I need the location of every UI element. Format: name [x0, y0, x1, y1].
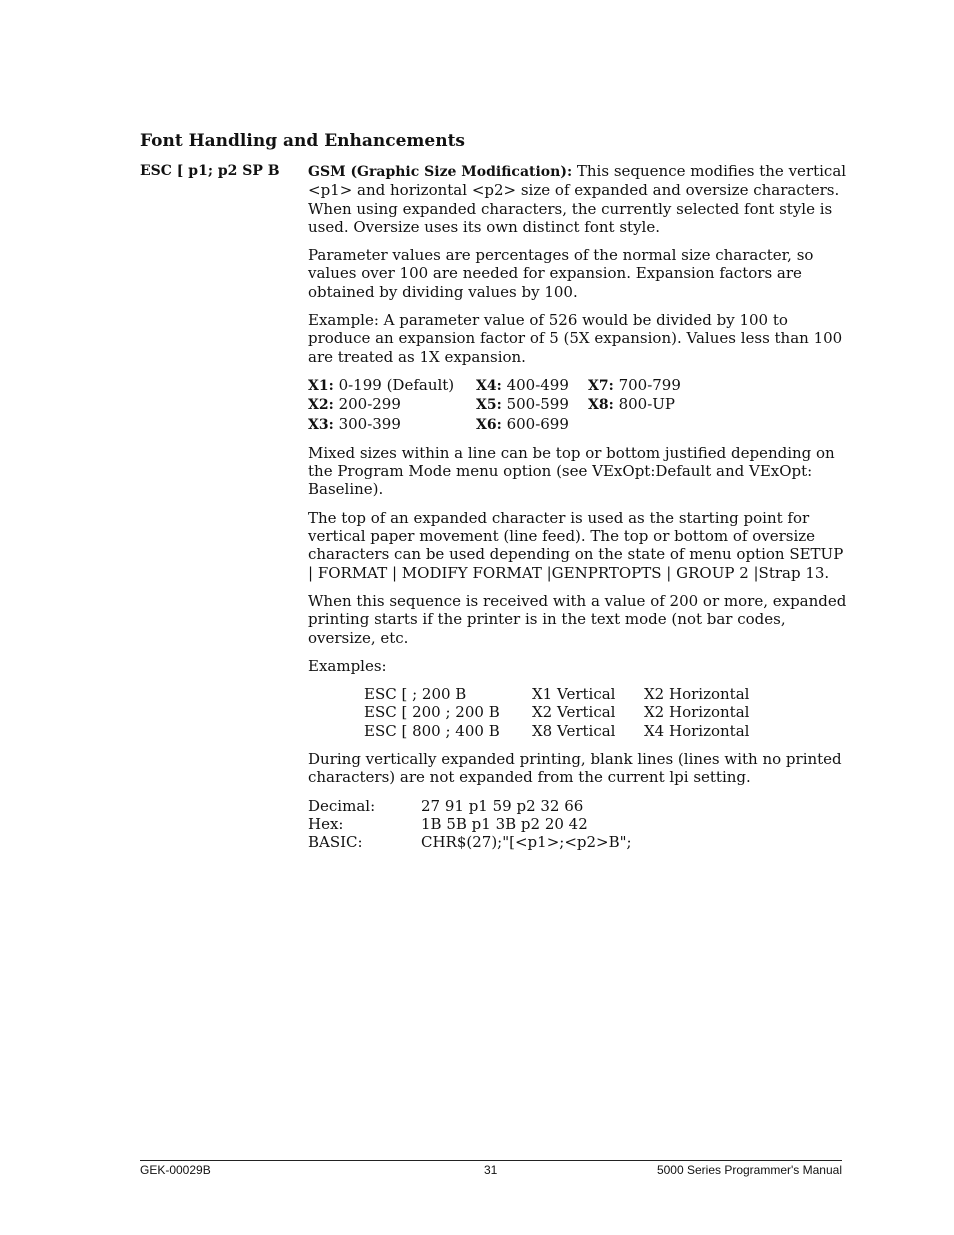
- paragraph-expanded-printing: When this sequence is received with a value of 200 or more, expanded printing starts if the printer is in the text mode (not bar codes, oversize, etc.: [308, 591, 847, 647]
- intro-text: This sequence modifies the vertical <p1> and horizontal <p2> size of expanded and oversize characters. When using expanded characters, the currently selected font style is used. Oversize uses its own distinct font style.: [308, 162, 847, 236]
- paragraph-example: Example: A parameter value of 526 would be divided by 100 to produce an expansion factor of 5 (5X expansion). Values less than 100 are treated as 1X expansion.: [308, 311, 843, 366]
- expansion-value: 200-299: [338, 395, 401, 414]
- code-label: Decimal:: [308, 796, 376, 815]
- expansion-cell: [308, 395, 476, 414]
- expansion-cell: [476, 395, 588, 414]
- code-label: BASIC:: [308, 833, 363, 852]
- intro-paragraph: [308, 162, 848, 236]
- paragraph-top-of-character: The top of an expanded character is used as the starting point for vertical paper movement (line feed). The top or bottom of oversize characters can be used depending on the state of menu option SETUP | FORMAT | MODIFY FORMAT |GENPRTOPTS | GROUP 2 |Strap 13.: [308, 508, 844, 582]
- expansion-value: 0-199 (Default): [338, 375, 455, 394]
- example-sequence: ESC [ 200 ; 200 B: [364, 703, 500, 722]
- expansion-value: 300-399: [338, 414, 401, 433]
- example-vertical: X8 Vertical: [532, 721, 616, 740]
- command-label: ESC [ p1; p2 SP B: [140, 163, 280, 179]
- expansion-key: X5:: [476, 397, 502, 414]
- paragraph-mixed-sizes: Mixed sizes within a line can be top or bottom justified depending on the Program Mode menu option (see VExOpt:Default and VExOpt: Baseline).: [308, 443, 835, 499]
- examples-label: Examples:: [308, 656, 387, 675]
- expansion-key: X6:: [476, 416, 502, 433]
- expansion-key: X2:: [308, 397, 334, 414]
- expansion-key: X4:: [476, 377, 502, 394]
- expansion-value: 600-699: [506, 414, 569, 433]
- expansion-value: 800-UP: [618, 395, 675, 414]
- example-vertical: X1 Vertical: [532, 685, 616, 704]
- example-sequence: ESC [ ; 200 B: [364, 685, 467, 704]
- expansion-cell: [588, 376, 718, 395]
- example-sequence: ESC [ 800 ; 400 B: [364, 721, 500, 740]
- paragraph-parameters: Parameter values are percentages of the normal size character, so values over 100 are needed for expansion. Expansion factors are obtained by dividing values by 100.: [308, 246, 814, 301]
- expansion-cell: [308, 376, 476, 395]
- footer-manual-title: 5000 Series Programmer's Manual: [656, 1163, 842, 1177]
- expansion-key: X3:: [308, 416, 334, 433]
- paragraph-blank-lines: During vertically expanded printing, blank lines (lines with no printed characters) are not expanded from the current lpi setting.: [308, 750, 842, 787]
- code-value: CHR$(27);"[<p1>;<p2>B";: [421, 833, 632, 852]
- code-table: [308, 797, 848, 852]
- command-description: [308, 162, 848, 852]
- example-horizontal: X4 Horizontal: [644, 721, 750, 740]
- expansion-cell: [476, 415, 588, 434]
- code-label: Hex:: [308, 814, 344, 833]
- expansion-cell: [308, 415, 476, 434]
- code-value: 1B 5B p1 3B p2 20 42: [421, 814, 588, 833]
- footer-page-number: 31: [484, 1163, 498, 1177]
- example-horizontal: X2 Horizontal: [644, 685, 750, 704]
- example-horizontal: X2 Horizontal: [644, 703, 750, 722]
- expansion-value: 400-499: [506, 375, 569, 394]
- section-title: Font Handling and Enhancements: [140, 131, 466, 151]
- expansion-cell: [588, 395, 718, 414]
- expansion-key: X8:: [588, 397, 614, 414]
- code-value: 27 91 p1 59 p2 32 66: [421, 796, 584, 815]
- footer-divider: [140, 1160, 842, 1161]
- expansion-value: 700-799: [618, 375, 681, 394]
- examples-table: [364, 685, 848, 740]
- expansion-cell: [476, 376, 588, 395]
- command-name: GSM (Graphic Size Modification):: [308, 164, 573, 180]
- footer-doc-id: GEK-00029B: [140, 1163, 211, 1177]
- expansion-value: 500-599: [506, 395, 569, 414]
- expansion-table: [308, 376, 848, 434]
- expansion-key: X1:: [308, 377, 334, 394]
- expansion-key: X7:: [588, 377, 614, 394]
- example-vertical: X2 Vertical: [532, 703, 616, 722]
